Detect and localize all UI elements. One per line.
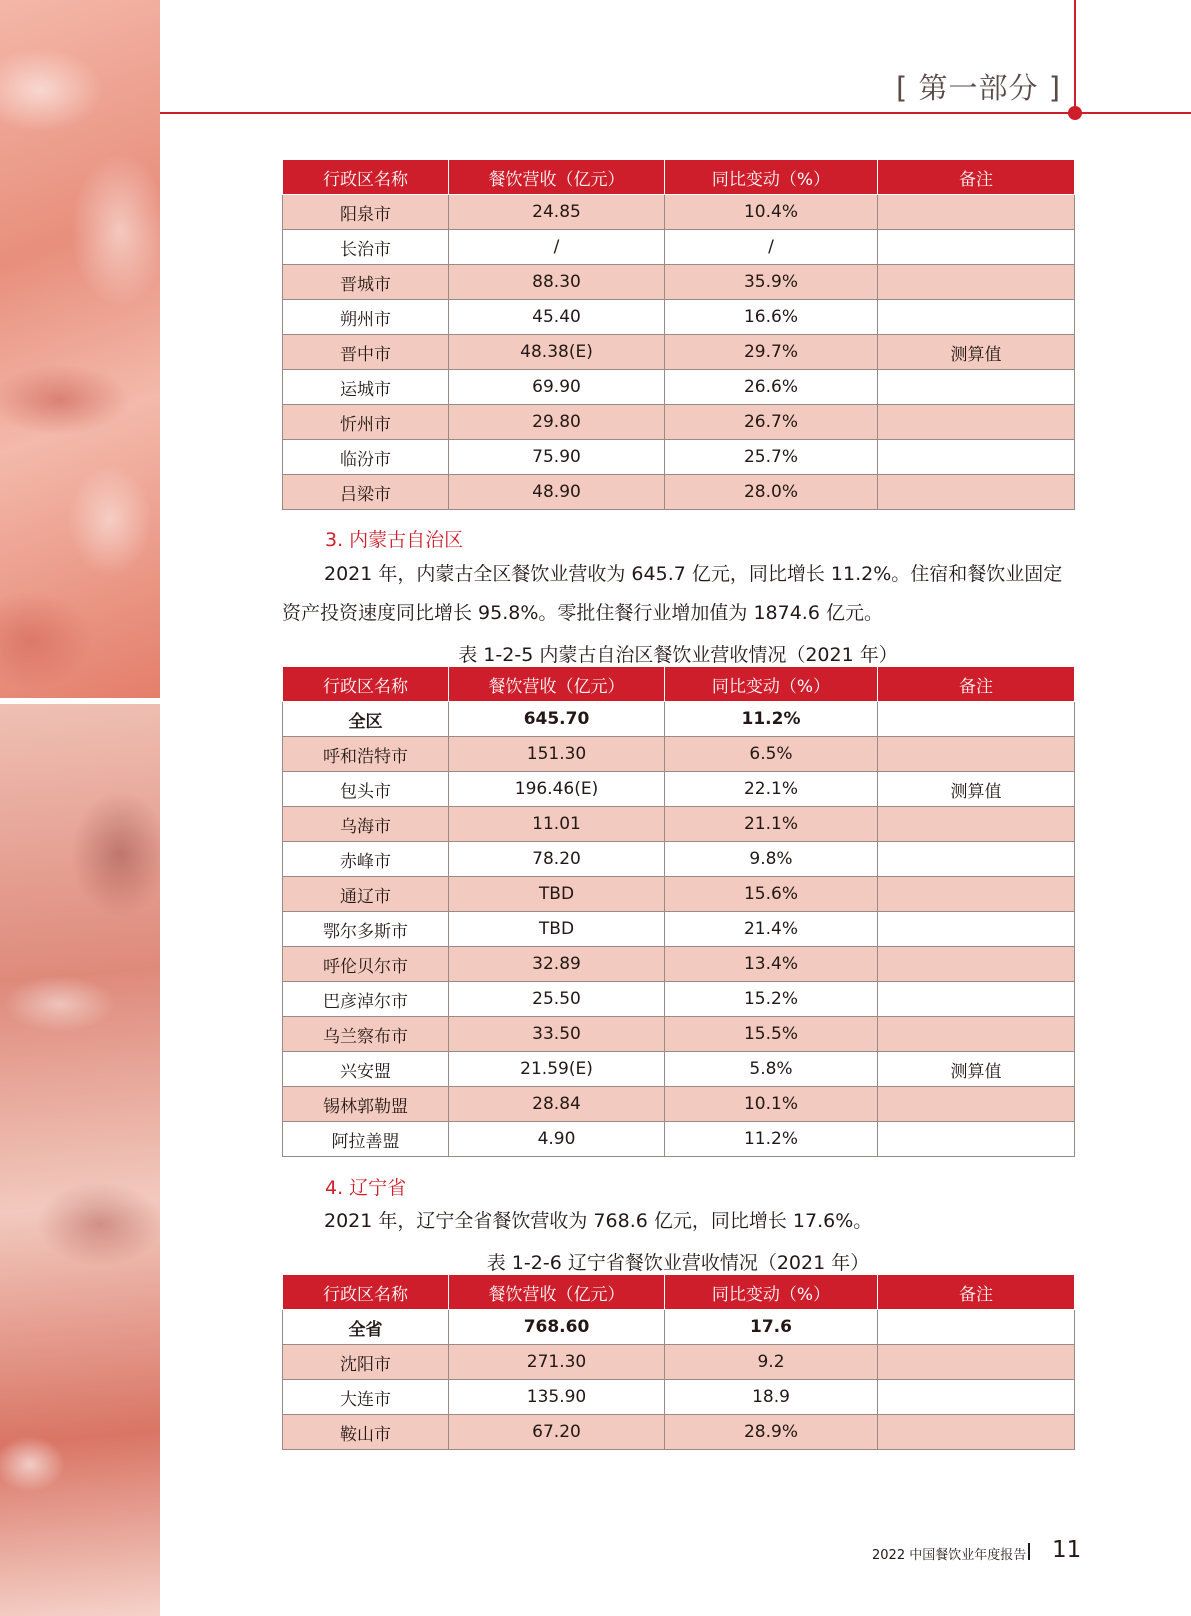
cell-region: 呼和浩特市 <box>283 737 449 772</box>
cell-note <box>878 842 1075 877</box>
col-header-change: 同比变动（%） <box>665 160 878 195</box>
cell-revenue: TBD <box>449 912 665 947</box>
section-heading-inner-mongolia: 3. 内蒙古自治区 <box>325 529 464 551</box>
cell-note <box>878 912 1075 947</box>
cell-change: 35.9% <box>665 265 878 300</box>
table-row <box>283 1415 1075 1450</box>
cell-note <box>878 807 1075 842</box>
cell-region: 赤峰市 <box>283 842 449 877</box>
footer-separator <box>1028 1543 1030 1560</box>
table-row-total <box>283 1310 1075 1345</box>
cell-change: 22.1% <box>665 772 878 807</box>
page-number: 11 <box>1052 1537 1082 1563</box>
col-header-revenue: 餐饮营收（亿元） <box>449 1275 665 1310</box>
cell-region: 晋城市 <box>283 265 449 300</box>
cell-note <box>878 1017 1075 1052</box>
table-row <box>283 230 1075 265</box>
cell-region: 通辽市 <box>283 877 449 912</box>
cell-change: 13.4% <box>665 947 878 982</box>
cell-change: 11.2% <box>665 702 878 737</box>
section-paragraph-liaoning <box>282 1202 1082 1241</box>
cell-note <box>878 370 1075 405</box>
table-row <box>283 1017 1075 1052</box>
cell-region: 兴安盟 <box>283 1052 449 1087</box>
table-row <box>283 1052 1075 1087</box>
cell-change: 15.5% <box>665 1017 878 1052</box>
cell-note <box>878 1415 1075 1450</box>
cell-revenue: TBD <box>449 877 665 912</box>
cell-note <box>878 440 1075 475</box>
table-liaoning-revenue <box>282 1274 1075 1450</box>
cell-change: 26.7% <box>665 405 878 440</box>
cell-revenue: 69.90 <box>449 370 665 405</box>
cell-revenue: 135.90 <box>449 1380 665 1415</box>
cell-region: 锡林郭勒盟 <box>283 1087 449 1122</box>
cell-revenue: 32.89 <box>449 947 665 982</box>
cell-region: 呼伦贝尔市 <box>283 947 449 982</box>
header-rule-dot <box>1068 106 1082 120</box>
cell-change: 5.8% <box>665 1052 878 1087</box>
table-caption-1-2-5: 表 1-2-5 内蒙古自治区餐饮业营收情况（2021 年） <box>458 644 898 666</box>
cell-region: 晋中市 <box>283 335 449 370</box>
header-horizontal-rule <box>160 112 1191 114</box>
cell-revenue: / <box>449 230 665 265</box>
cell-note <box>878 947 1075 982</box>
cell-revenue: 33.50 <box>449 1017 665 1052</box>
table-header-row <box>283 667 1075 702</box>
table-row <box>283 1380 1075 1415</box>
table-header-row <box>283 1275 1075 1310</box>
paragraph-line <box>282 555 1082 594</box>
cell-region: 运城市 <box>283 370 449 405</box>
table-header-row <box>283 160 1075 195</box>
table-row <box>283 405 1075 440</box>
cell-region: 沈阳市 <box>283 1345 449 1380</box>
cell-region: 阿拉善盟 <box>283 1122 449 1157</box>
table-row <box>283 440 1075 475</box>
cell-revenue: 271.30 <box>449 1345 665 1380</box>
cell-revenue: 75.90 <box>449 440 665 475</box>
cell-change: 6.5% <box>665 737 878 772</box>
cell-change: 10.1% <box>665 1087 878 1122</box>
cell-note <box>878 1122 1075 1157</box>
cell-region: 吕梁市 <box>283 475 449 510</box>
side-photo-top <box>0 0 160 698</box>
table-caption-1-2-6: 表 1-2-6 辽宁省餐饮业营收情况（2021 年） <box>486 1252 870 1274</box>
cell-revenue: 48.38(E) <box>449 335 665 370</box>
table-row <box>283 737 1075 772</box>
cell-region: 朔州市 <box>283 300 449 335</box>
cell-revenue: 21.59(E) <box>449 1052 665 1087</box>
cell-revenue: 29.80 <box>449 405 665 440</box>
paragraph-text: 2021 年，辽宁全省餐饮营收为 768.6 亿元，同比增长 17.6%。 <box>324 1210 873 1232</box>
table-shanxi-cities <box>282 159 1075 510</box>
cell-note: 测算值 <box>878 335 1075 370</box>
cell-region: 阳泉市 <box>283 195 449 230</box>
cell-revenue: 45.40 <box>449 300 665 335</box>
col-header-note: 备注 <box>878 1275 1075 1310</box>
col-header-note: 备注 <box>878 667 1075 702</box>
table-row <box>283 300 1075 335</box>
cell-note <box>878 1380 1075 1415</box>
cell-change: 16.6% <box>665 300 878 335</box>
cell-revenue: 78.20 <box>449 842 665 877</box>
cell-region: 大连市 <box>283 1380 449 1415</box>
table-row <box>283 195 1075 230</box>
cell-change: 29.7% <box>665 335 878 370</box>
part-label: [ 第一部分 ] <box>896 71 1062 105</box>
table-row-total <box>283 702 1075 737</box>
col-header-region: 行政区名称 <box>283 160 449 195</box>
cell-note <box>878 195 1075 230</box>
cell-change: 9.2 <box>665 1345 878 1380</box>
cell-revenue: 645.70 <box>449 702 665 737</box>
cell-region: 忻州市 <box>283 405 449 440</box>
cell-region: 乌兰察布市 <box>283 1017 449 1052</box>
table-row <box>283 1122 1075 1157</box>
footer-report-title: 2022 中国餐饮业年度报告 <box>872 1548 1027 1563</box>
cell-revenue: 88.30 <box>449 265 665 300</box>
table-row <box>283 335 1075 370</box>
cell-revenue: 24.85 <box>449 195 665 230</box>
cell-revenue: 768.60 <box>449 1310 665 1345</box>
cell-change: 26.6% <box>665 370 878 405</box>
cell-note: 测算值 <box>878 772 1075 807</box>
cell-change: / <box>665 230 878 265</box>
col-header-region: 行政区名称 <box>283 667 449 702</box>
cell-change: 15.6% <box>665 877 878 912</box>
table-row <box>283 772 1075 807</box>
cell-revenue: 67.20 <box>449 1415 665 1450</box>
cell-change: 10.4% <box>665 195 878 230</box>
cell-note <box>878 877 1075 912</box>
paragraph-text: 资产投资速度同比增长 95.8%。零批住餐行业增加值为 1874.6 亿元。 <box>282 602 883 624</box>
cell-region: 巴彦淖尔市 <box>283 982 449 1017</box>
cell-note <box>878 982 1075 1017</box>
cell-region: 全区 <box>283 702 449 737</box>
paragraph-text: 2021 年，内蒙古全区餐饮业营收为 645.7 亿元，同比增长 11.2%。住宿和餐饮业固定 <box>324 563 1063 585</box>
table-row <box>283 807 1075 842</box>
cell-revenue: 151.30 <box>449 737 665 772</box>
cell-change: 9.8% <box>665 842 878 877</box>
table-inner-mongolia-revenue <box>282 666 1075 1157</box>
cell-revenue: 196.46(E) <box>449 772 665 807</box>
cell-revenue: 11.01 <box>449 807 665 842</box>
cell-change: 18.9 <box>665 1380 878 1415</box>
cell-revenue: 4.90 <box>449 1122 665 1157</box>
table-row <box>283 370 1075 405</box>
cell-change: 25.7% <box>665 440 878 475</box>
cell-change: 17.6 <box>665 1310 878 1345</box>
table-row <box>283 912 1075 947</box>
table-row <box>283 265 1075 300</box>
section-heading-liaoning: 4. 辽宁省 <box>325 1177 407 1199</box>
cell-region: 鄂尔多斯市 <box>283 912 449 947</box>
cell-note <box>878 1087 1075 1122</box>
paragraph-line <box>282 1202 1082 1241</box>
cell-revenue: 28.84 <box>449 1087 665 1122</box>
cell-note <box>878 1310 1075 1345</box>
cell-region: 临汾市 <box>283 440 449 475</box>
cell-change: 21.4% <box>665 912 878 947</box>
cell-change: 28.9% <box>665 1415 878 1450</box>
table-row <box>283 877 1075 912</box>
cell-change: 15.2% <box>665 982 878 1017</box>
cell-note <box>878 300 1075 335</box>
table-row <box>283 982 1075 1017</box>
cell-region: 全省 <box>283 1310 449 1345</box>
table-row <box>283 842 1075 877</box>
cell-note <box>878 405 1075 440</box>
side-photo-bottom <box>0 704 160 1616</box>
cell-change: 21.1% <box>665 807 878 842</box>
col-header-region: 行政区名称 <box>283 1275 449 1310</box>
cell-revenue: 48.90 <box>449 475 665 510</box>
table-row <box>283 475 1075 510</box>
cell-note <box>878 702 1075 737</box>
cell-note <box>878 737 1075 772</box>
section-paragraph-inner-mongolia <box>282 555 1082 633</box>
cell-note <box>878 230 1075 265</box>
cell-region: 乌海市 <box>283 807 449 842</box>
decorative-side-photo <box>0 0 160 1616</box>
cell-note <box>878 1345 1075 1380</box>
cell-note: 测算值 <box>878 1052 1075 1087</box>
col-header-revenue: 餐饮营收（亿元） <box>449 667 665 702</box>
col-header-change: 同比变动（%） <box>665 1275 878 1310</box>
cell-revenue: 25.50 <box>449 982 665 1017</box>
col-header-note: 备注 <box>878 160 1075 195</box>
col-header-revenue: 餐饮营收（亿元） <box>449 160 665 195</box>
col-header-change: 同比变动（%） <box>665 667 878 702</box>
table-row <box>283 1345 1075 1380</box>
cell-region: 包头市 <box>283 772 449 807</box>
table-row <box>283 1087 1075 1122</box>
cell-region: 长治市 <box>283 230 449 265</box>
table-row <box>283 947 1075 982</box>
cell-note <box>878 475 1075 510</box>
cell-change: 28.0% <box>665 475 878 510</box>
cell-change: 11.2% <box>665 1122 878 1157</box>
header-vertical-rule <box>1074 0 1076 113</box>
cell-region: 鞍山市 <box>283 1415 449 1450</box>
cell-note <box>878 265 1075 300</box>
